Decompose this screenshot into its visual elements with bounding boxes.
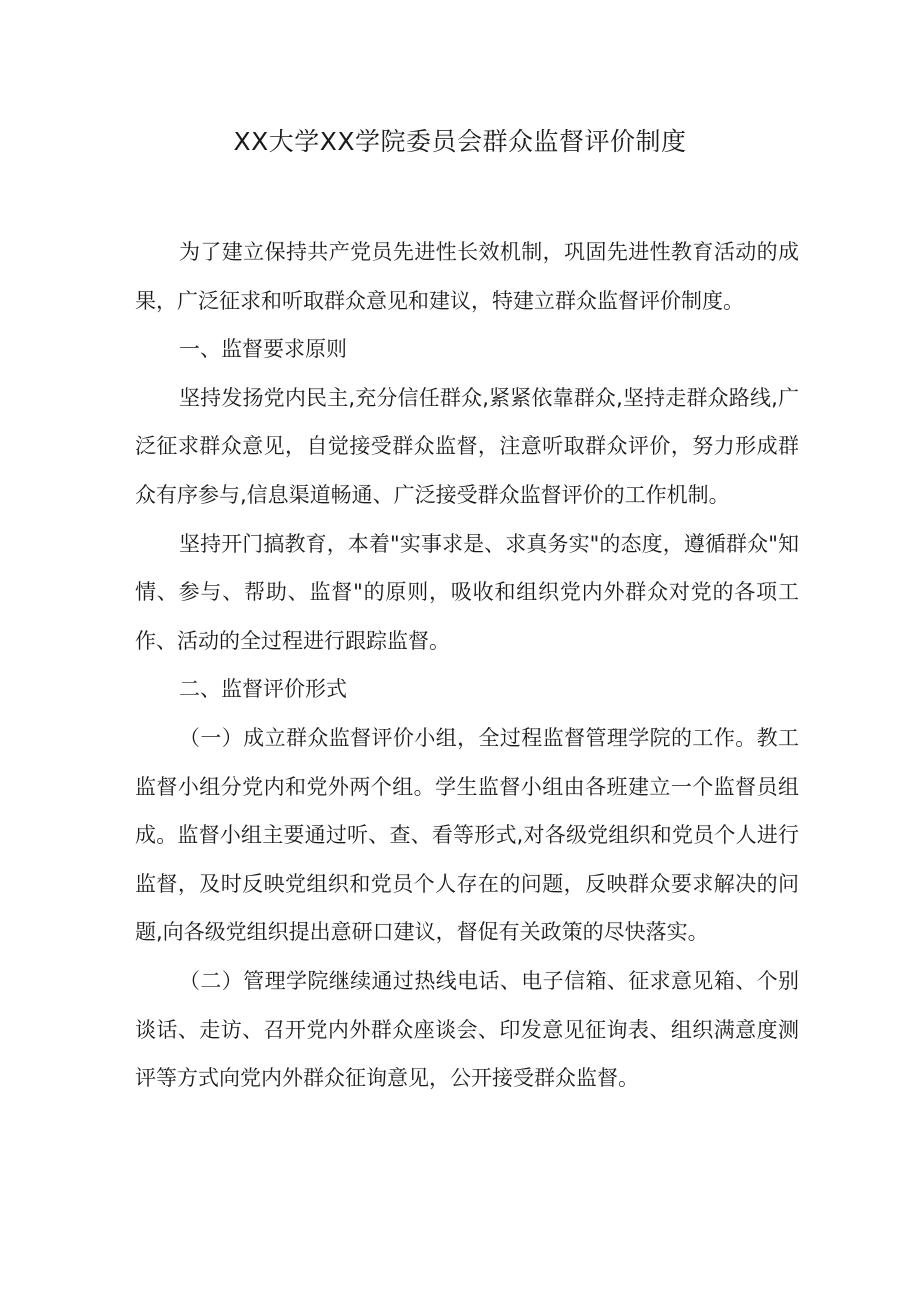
intro-paragraph: 为了建立保持共产党员先进性长效机制，巩固先进性教育活动的成果，广泛征求和听取群众意见和建议，特建立群众监督评价制度。: [135, 240, 799, 313]
document-body: [135, 228, 799, 1103]
section-heading-2: 二、监督评价形式: [179, 677, 347, 702]
section-2-item-2: （二）管理学院继续通过热线电话、电子信箱、征求意见箱、个别谈话、走访、召开党内外群众座谈会、印发意见征询表、组织满意度测评等方式向党内外群众征询意见，公开接受群众监督。: [135, 968, 799, 1091]
section-heading-1: 一、监督要求原则: [179, 337, 347, 362]
section-2-item-1: （一）成立群众监督评价小组，全过程监督管理学院的工作。教工监督小组分党内和党外两个组。学生监督小组由各班建立一个监督员组成。监督小组主要通过听、查、看等形式,对各级党组织和党员个人进行监督，及时反映党组织和党员个人存在的问题，反映群众要求解决的问题,向各级党组织提出意研口建议，督促有关政策的尽快落实。: [135, 725, 799, 945]
section-1-paragraph-1: 坚持发扬党内民主,充分信任群众,紧紧依靠群众,坚持走群众路线,广泛征求群众意见，自觉接受群众监督，注意听取群众评价，努力形成群众有序参与,信息渠道畅通、广泛接受群众监督评价的工作机制。: [135, 385, 799, 507]
document-title: XX大学XX学院委员会群众监督评价制度: [233, 127, 687, 156]
section-1-paragraph-2: 坚持开门搞教育，本着"实事求是、求真务实"的态度，遵循群众"知情、参与、帮助、监督"的原则，吸收和组织党内外群众对党的各项工作、活动的全过程进行跟踪监督。: [135, 531, 799, 653]
